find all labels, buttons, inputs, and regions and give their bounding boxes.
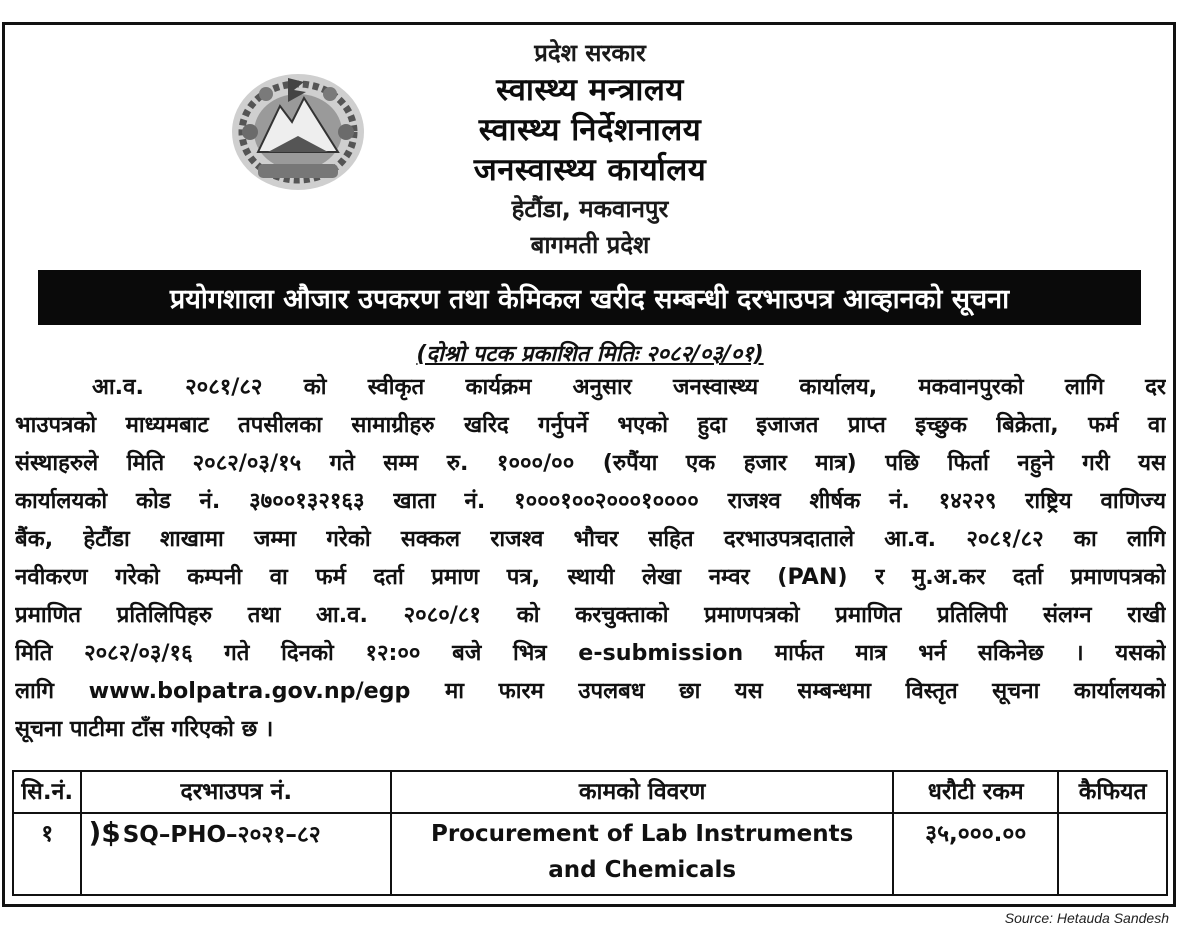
header-province-name: बागमती प्रदेश: [530, 231, 650, 259]
tender-table: [12, 770, 1168, 896]
body-line: आ.व. २०८१/८२ को स्वीकृत कार्यक्रम अनुसार जनस्वास्थ्य कार्यालय, मकवानपुरको लागि दर: [92, 374, 1166, 400]
header-address: हेटौंडा, मकवानपुर: [511, 195, 669, 223]
body-line: प्रमाणित प्रतिलिपिहरु तथा आ.व. २०८०/८१ को करचुक्ताको प्रमाणपत्रको प्रमाणित प्रतिलिपी संलग्न राखी: [15, 602, 1166, 628]
nepal-emblem-icon: [228, 66, 368, 194]
header-directorate: स्वास्थ्य निर्देशनालय: [478, 112, 702, 148]
cell-description: [391, 813, 893, 895]
col-header-bid-number: दरभाउपत्र नं.: [81, 771, 391, 813]
cell-bid-number: [81, 813, 391, 895]
col-header-deposit: धरौटी रकम: [893, 771, 1058, 813]
cell-sn: १: [13, 813, 81, 895]
publication-date: (दोश्रो पटक प्रकाशित मितिः २०८२/०३/०१): [416, 342, 764, 367]
body-line: भाउपत्रको माध्यमबाट तपसीलका सामाग्रीहरु खरिद गर्नुपर्ने भएको हुदा इजाजत प्राप्त इच्छुक बिक्रेता, फर्म वा: [15, 412, 1166, 438]
bid-number-text: SQ–PHO–२०२१–८२: [122, 822, 321, 848]
source-caption: Source: Hetauda Sandesh: [1004, 910, 1169, 926]
header-office: जनस्वास्थ्य कार्यालय: [473, 152, 707, 188]
body-line: मिति २०८२/०३/१६ गते दिनको १२:०० बजे भित्र e-submission मार्फत मात्र भर्न सकिनेछ । यसको: [15, 640, 1166, 666]
body-line: सूचना पाटीमा टाँस गरिएको छ ।: [15, 716, 274, 742]
col-header-description: कामको विवरण: [391, 771, 893, 813]
body-line: बैंक, हेटौंडा शाखामा जम्मा गरेको सक्कल राजश्व भौचर सहित दरभाउपत्रदाताले आ.व. २०८१/८२ का लागि: [15, 526, 1166, 552]
header-province: प्रदेश सरकार: [534, 39, 646, 67]
cell-remarks: [1058, 813, 1167, 895]
body-line: संस्थाहरुले मिति २०८२/०३/१५ गते सम्म रु. १०००/०० (रुपैंया एक हजार मात्र) पछि फिर्ता नहुने गरी यस: [15, 450, 1166, 476]
body-line: नवीकरण गरेको कम्पनी वा फर्म दर्ता प्रमाण पत्र, स्थायी लेखा नम्वर (PAN) र मु.अ.कर दर्ता प्रमाणपत्रको: [15, 564, 1166, 590]
table-header-row: [13, 771, 1167, 813]
handwritten-mark-icon: )$: [88, 816, 121, 849]
description-line-1: Procurement of Lab Instruments: [430, 821, 854, 847]
table-row: [13, 813, 1167, 895]
cell-deposit: ३५,०००.००: [893, 813, 1058, 895]
col-header-remarks: कैफियत: [1058, 771, 1167, 813]
body-line: लागि www.bolpatra.gov.np/egp मा फारम उपलबध छा यस सम्बन्धमा विस्तृत सूचना कार्यालयको: [15, 678, 1166, 704]
header-ministry: स्वास्थ्य मन्त्रालय: [496, 72, 684, 108]
description-line-2: and Chemicals: [548, 857, 737, 883]
body-line: कार्यालयको कोड नं. ३७००१३२१६३ खाता नं. १०००१००२०००१०००० राजश्व शीर्षक नं. १४२२९ राष्ट्रिय वाणिज्य: [15, 488, 1166, 514]
notice-title-banner: प्रयोगशाला औजार उपकरण तथा केमिकल खरीद सम्बन्धी दरभाउपत्र आव्हानको सूचना: [38, 270, 1141, 325]
col-header-sn: सि.नं.: [13, 771, 81, 813]
